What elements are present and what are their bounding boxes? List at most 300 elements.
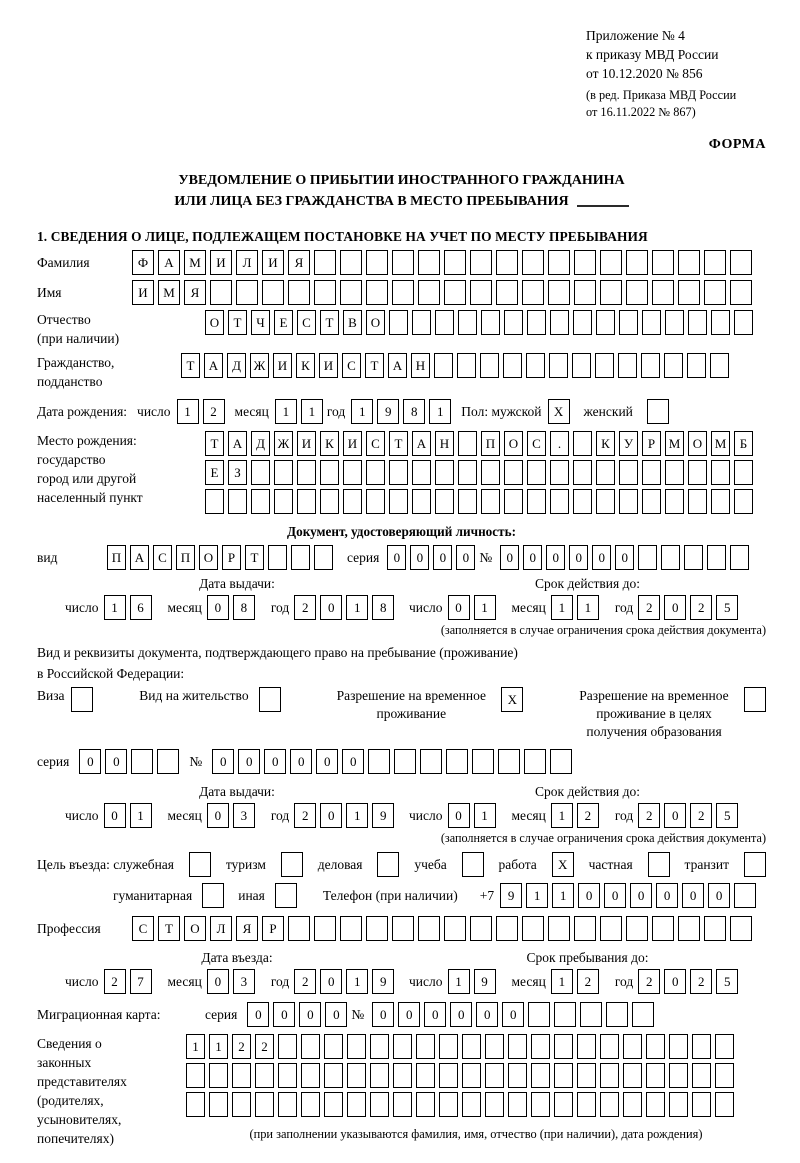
char-cell[interactable]: 0: [320, 969, 342, 994]
char-cell[interactable]: [347, 1092, 366, 1117]
char-cell[interactable]: [550, 749, 572, 774]
char-cell[interactable]: [393, 1034, 412, 1059]
doc-valid-month-cells[interactable]: [551, 595, 603, 620]
char-cell[interactable]: [550, 460, 569, 485]
char-cell[interactable]: .: [550, 431, 569, 456]
char-cell[interactable]: [554, 1002, 576, 1027]
char-cell[interactable]: [730, 280, 752, 305]
char-cell[interactable]: [370, 1034, 389, 1059]
char-cell[interactable]: [572, 353, 591, 378]
char-cell[interactable]: [418, 250, 440, 275]
doc-issue-year-cells[interactable]: [294, 595, 398, 620]
char-cell[interactable]: [652, 280, 674, 305]
char-cell[interactable]: [652, 916, 674, 941]
char-cell[interactable]: [646, 1092, 665, 1117]
char-cell[interactable]: [418, 280, 440, 305]
char-cell[interactable]: [366, 489, 385, 514]
char-cell[interactable]: 1: [351, 399, 373, 424]
char-cell[interactable]: [642, 310, 661, 335]
char-cell[interactable]: [618, 353, 637, 378]
checkbox-purpose-other[interactable]: [275, 883, 297, 908]
char-cell[interactable]: [314, 280, 336, 305]
char-cell[interactable]: М: [665, 431, 684, 456]
char-cell[interactable]: [366, 460, 385, 485]
char-cell[interactable]: 1: [577, 595, 599, 620]
char-cell[interactable]: [251, 460, 270, 485]
char-cell[interactable]: [508, 1092, 527, 1117]
char-cell[interactable]: [205, 489, 224, 514]
char-cell[interactable]: [626, 280, 648, 305]
char-cell[interactable]: [573, 310, 592, 335]
char-cell[interactable]: Л: [210, 916, 232, 941]
char-cell[interactable]: Ф: [132, 250, 154, 275]
char-cell[interactable]: Т: [365, 353, 384, 378]
char-cell[interactable]: [481, 460, 500, 485]
char-cell[interactable]: [412, 460, 431, 485]
char-cell[interactable]: О: [199, 545, 218, 570]
char-cell[interactable]: [366, 280, 388, 305]
char-cell[interactable]: [573, 431, 592, 456]
char-cell[interactable]: [324, 1034, 343, 1059]
char-cell[interactable]: [548, 916, 570, 941]
char-cell[interactable]: Р: [222, 545, 241, 570]
char-cell[interactable]: О: [205, 310, 224, 335]
char-cell[interactable]: [496, 280, 518, 305]
char-cell[interactable]: [236, 280, 258, 305]
char-cell[interactable]: Ж: [274, 431, 293, 456]
char-cell[interactable]: 1: [209, 1034, 228, 1059]
char-cell[interactable]: [186, 1063, 205, 1088]
checkbox-purpose-study[interactable]: [462, 852, 484, 877]
char-cell[interactable]: [301, 1063, 320, 1088]
char-cell[interactable]: [255, 1092, 274, 1117]
char-cell[interactable]: И: [343, 431, 362, 456]
char-cell[interactable]: 1: [346, 803, 368, 828]
char-cell[interactable]: [444, 250, 466, 275]
char-cell[interactable]: 0: [264, 749, 286, 774]
checkbox-purpose-private[interactable]: [648, 852, 670, 877]
char-cell[interactable]: 0: [578, 883, 600, 908]
char-cell[interactable]: [623, 1092, 642, 1117]
char-cell[interactable]: 0: [664, 969, 686, 994]
char-cell[interactable]: 0: [500, 545, 519, 570]
char-cell[interactable]: 1: [186, 1034, 205, 1059]
char-cell[interactable]: [595, 353, 614, 378]
migration-number-cells[interactable]: [372, 1002, 658, 1027]
checkbox-rvp-education[interactable]: [744, 687, 766, 712]
char-cell[interactable]: [444, 280, 466, 305]
profession-cells[interactable]: [132, 916, 756, 941]
char-cell[interactable]: [389, 460, 408, 485]
char-cell[interactable]: [340, 250, 362, 275]
char-cell[interactable]: [573, 489, 592, 514]
char-cell[interactable]: [435, 310, 454, 335]
doc-number-cells[interactable]: [500, 545, 753, 570]
char-cell[interactable]: [600, 1034, 619, 1059]
char-cell[interactable]: [527, 310, 546, 335]
char-cell[interactable]: И: [132, 280, 154, 305]
char-cell[interactable]: 1: [551, 595, 573, 620]
char-cell[interactable]: [692, 1034, 711, 1059]
entry-date-year-cells[interactable]: [294, 969, 398, 994]
char-cell[interactable]: [435, 460, 454, 485]
char-cell[interactable]: [550, 310, 569, 335]
phone-cells[interactable]: [500, 883, 760, 908]
char-cell[interactable]: [498, 749, 520, 774]
char-cell[interactable]: [642, 460, 661, 485]
char-cell[interactable]: [600, 916, 622, 941]
char-cell[interactable]: [707, 545, 726, 570]
char-cell[interactable]: [704, 280, 726, 305]
char-cell[interactable]: [446, 749, 468, 774]
char-cell[interactable]: Т: [245, 545, 264, 570]
char-cell[interactable]: [665, 460, 684, 485]
char-cell[interactable]: [458, 431, 477, 456]
char-cell[interactable]: [574, 280, 596, 305]
birthdate-month-cells[interactable]: [275, 399, 327, 424]
char-cell[interactable]: 3: [233, 803, 255, 828]
char-cell[interactable]: [496, 916, 518, 941]
char-cell[interactable]: 0: [656, 883, 678, 908]
char-cell[interactable]: М: [184, 250, 206, 275]
char-cell[interactable]: Т: [389, 431, 408, 456]
doc-issue-month-cells[interactable]: [207, 595, 259, 620]
char-cell[interactable]: 0: [325, 1002, 347, 1027]
char-cell[interactable]: [692, 1063, 711, 1088]
char-cell[interactable]: [368, 749, 390, 774]
char-cell[interactable]: 2: [690, 595, 712, 620]
char-cell[interactable]: [641, 353, 660, 378]
permit-valid-month-cells[interactable]: [551, 803, 603, 828]
char-cell[interactable]: [418, 916, 440, 941]
char-cell[interactable]: [711, 489, 730, 514]
char-cell[interactable]: 0: [630, 883, 652, 908]
char-cell[interactable]: 1: [177, 399, 199, 424]
char-cell[interactable]: 0: [450, 1002, 472, 1027]
char-cell[interactable]: 9: [500, 883, 522, 908]
char-cell[interactable]: [131, 749, 153, 774]
birthplace-row1-cells[interactable]: [205, 431, 766, 456]
char-cell[interactable]: [678, 280, 700, 305]
char-cell[interactable]: [524, 749, 546, 774]
char-cell[interactable]: 0: [104, 803, 126, 828]
char-cell[interactable]: 1: [448, 969, 470, 994]
char-cell[interactable]: 9: [372, 803, 394, 828]
char-cell[interactable]: 2: [203, 399, 225, 424]
char-cell[interactable]: 1: [526, 883, 548, 908]
permit-issue-day-cells[interactable]: [104, 803, 156, 828]
char-cell[interactable]: [458, 310, 477, 335]
char-cell[interactable]: 2: [255, 1034, 274, 1059]
char-cell[interactable]: [522, 916, 544, 941]
char-cell[interactable]: [472, 749, 494, 774]
char-cell[interactable]: [347, 1063, 366, 1088]
checkbox-purpose-business[interactable]: [377, 852, 399, 877]
char-cell[interactable]: [526, 353, 545, 378]
char-cell[interactable]: 0: [592, 545, 611, 570]
char-cell[interactable]: [528, 1002, 550, 1027]
checkbox-rvp[interactable]: X: [501, 687, 523, 712]
char-cell[interactable]: [577, 1034, 596, 1059]
char-cell[interactable]: [573, 460, 592, 485]
char-cell[interactable]: [626, 916, 648, 941]
char-cell[interactable]: [288, 916, 310, 941]
char-cell[interactable]: [580, 1002, 602, 1027]
char-cell[interactable]: 0: [105, 749, 127, 774]
char-cell[interactable]: 0: [320, 803, 342, 828]
char-cell[interactable]: [508, 1063, 527, 1088]
char-cell[interactable]: 0: [523, 545, 542, 570]
char-cell[interactable]: 0: [273, 1002, 295, 1027]
char-cell[interactable]: Д: [251, 431, 270, 456]
char-cell[interactable]: [462, 1063, 481, 1088]
char-cell[interactable]: [394, 749, 416, 774]
birthdate-day-cells[interactable]: [177, 399, 229, 424]
char-cell[interactable]: П: [176, 545, 195, 570]
char-cell[interactable]: [664, 353, 683, 378]
char-cell[interactable]: [684, 545, 703, 570]
char-cell[interactable]: 1: [301, 399, 323, 424]
char-cell[interactable]: [389, 489, 408, 514]
char-cell[interactable]: 2: [232, 1034, 251, 1059]
char-cell[interactable]: И: [262, 250, 284, 275]
char-cell[interactable]: [626, 250, 648, 275]
char-cell[interactable]: 0: [299, 1002, 321, 1027]
char-cell[interactable]: С: [297, 310, 316, 335]
char-cell[interactable]: [389, 310, 408, 335]
representatives-row3-cells[interactable]: [186, 1092, 766, 1117]
char-cell[interactable]: З: [228, 460, 247, 485]
char-cell[interactable]: [278, 1092, 297, 1117]
char-cell[interactable]: [481, 310, 500, 335]
char-cell[interactable]: [596, 460, 615, 485]
stay-until-month-cells[interactable]: [551, 969, 603, 994]
char-cell[interactable]: [619, 310, 638, 335]
char-cell[interactable]: С: [342, 353, 361, 378]
char-cell[interactable]: [669, 1092, 688, 1117]
birthdate-year-cells[interactable]: [351, 399, 455, 424]
char-cell[interactable]: 2: [577, 969, 599, 994]
char-cell[interactable]: 1: [552, 883, 574, 908]
char-cell[interactable]: [596, 489, 615, 514]
char-cell[interactable]: 0: [342, 749, 364, 774]
char-cell[interactable]: А: [228, 431, 247, 456]
char-cell[interactable]: Д: [227, 353, 246, 378]
char-cell[interactable]: 5: [716, 803, 738, 828]
char-cell[interactable]: [340, 280, 362, 305]
char-cell[interactable]: [366, 916, 388, 941]
char-cell[interactable]: [734, 310, 753, 335]
char-cell[interactable]: [343, 460, 362, 485]
char-cell[interactable]: [209, 1092, 228, 1117]
checkbox-vid-na-zhitelstvo[interactable]: [259, 687, 281, 712]
char-cell[interactable]: 9: [377, 399, 399, 424]
char-cell[interactable]: [392, 280, 414, 305]
char-cell[interactable]: [504, 489, 523, 514]
char-cell[interactable]: [347, 1034, 366, 1059]
char-cell[interactable]: 1: [104, 595, 126, 620]
char-cell[interactable]: [638, 545, 657, 570]
char-cell[interactable]: [710, 353, 729, 378]
representatives-row2-cells[interactable]: [186, 1063, 766, 1088]
char-cell[interactable]: [420, 749, 442, 774]
char-cell[interactable]: [228, 489, 247, 514]
char-cell[interactable]: 1: [551, 969, 573, 994]
char-cell[interactable]: [715, 1034, 734, 1059]
char-cell[interactable]: [665, 489, 684, 514]
char-cell[interactable]: [210, 280, 232, 305]
char-cell[interactable]: 2: [638, 803, 660, 828]
char-cell[interactable]: С: [366, 431, 385, 456]
char-cell[interactable]: [596, 310, 615, 335]
char-cell[interactable]: [416, 1092, 435, 1117]
char-cell[interactable]: 2: [638, 969, 660, 994]
char-cell[interactable]: Б: [734, 431, 753, 456]
char-cell[interactable]: 1: [474, 803, 496, 828]
char-cell[interactable]: 2: [577, 803, 599, 828]
char-cell[interactable]: А: [412, 431, 431, 456]
char-cell[interactable]: Я: [184, 280, 206, 305]
char-cell[interactable]: И: [319, 353, 338, 378]
char-cell[interactable]: [554, 1092, 573, 1117]
char-cell[interactable]: [370, 1063, 389, 1088]
char-cell[interactable]: С: [153, 545, 172, 570]
char-cell[interactable]: 0: [238, 749, 260, 774]
char-cell[interactable]: 0: [207, 595, 229, 620]
char-cell[interactable]: [734, 489, 753, 514]
patronymic-cells[interactable]: [205, 310, 757, 335]
char-cell[interactable]: 0: [433, 545, 452, 570]
doc-valid-day-cells[interactable]: [448, 595, 500, 620]
char-cell[interactable]: [730, 916, 752, 941]
char-cell[interactable]: Л: [236, 250, 258, 275]
char-cell[interactable]: [232, 1063, 251, 1088]
char-cell[interactable]: [715, 1063, 734, 1088]
char-cell[interactable]: [504, 310, 523, 335]
char-cell[interactable]: К: [596, 431, 615, 456]
doc-valid-year-cells[interactable]: [638, 595, 742, 620]
char-cell[interactable]: 1: [346, 595, 368, 620]
char-cell[interactable]: [704, 916, 726, 941]
char-cell[interactable]: [458, 460, 477, 485]
char-cell[interactable]: 0: [615, 545, 634, 570]
char-cell[interactable]: У: [619, 431, 638, 456]
char-cell[interactable]: 1: [474, 595, 496, 620]
char-cell[interactable]: [412, 310, 431, 335]
char-cell[interactable]: [623, 1063, 642, 1088]
char-cell[interactable]: [262, 280, 284, 305]
char-cell[interactable]: [577, 1092, 596, 1117]
char-cell[interactable]: 1: [551, 803, 573, 828]
char-cell[interactable]: [600, 1063, 619, 1088]
char-cell[interactable]: [574, 916, 596, 941]
char-cell[interactable]: 0: [456, 545, 475, 570]
char-cell[interactable]: 0: [207, 803, 229, 828]
char-cell[interactable]: 9: [474, 969, 496, 994]
char-cell[interactable]: 0: [320, 595, 342, 620]
doc-series-cells[interactable]: [387, 545, 479, 570]
char-cell[interactable]: [504, 460, 523, 485]
char-cell[interactable]: [508, 1034, 527, 1059]
char-cell[interactable]: О: [688, 431, 707, 456]
char-cell[interactable]: 0: [664, 803, 686, 828]
char-cell[interactable]: [314, 250, 336, 275]
char-cell[interactable]: [255, 1063, 274, 1088]
char-cell[interactable]: М: [711, 431, 730, 456]
permit-series-cells[interactable]: [79, 749, 183, 774]
char-cell[interactable]: 1: [275, 399, 297, 424]
char-cell[interactable]: 0: [247, 1002, 269, 1027]
char-cell[interactable]: 0: [502, 1002, 524, 1027]
char-cell[interactable]: С: [527, 431, 546, 456]
char-cell[interactable]: 0: [207, 969, 229, 994]
char-cell[interactable]: [291, 545, 310, 570]
char-cell[interactable]: Ж: [250, 353, 269, 378]
char-cell[interactable]: [392, 916, 414, 941]
char-cell[interactable]: [687, 353, 706, 378]
char-cell[interactable]: [485, 1034, 504, 1059]
citizenship-cells[interactable]: [181, 353, 733, 378]
permit-issue-month-cells[interactable]: [207, 803, 259, 828]
char-cell[interactable]: [314, 916, 336, 941]
stay-until-day-cells[interactable]: [448, 969, 500, 994]
char-cell[interactable]: [301, 1092, 320, 1117]
char-cell[interactable]: [661, 545, 680, 570]
char-cell[interactable]: И: [210, 250, 232, 275]
char-cell[interactable]: [314, 545, 333, 570]
char-cell[interactable]: [646, 1034, 665, 1059]
char-cell[interactable]: А: [158, 250, 180, 275]
checkbox-purpose-work[interactable]: X: [552, 852, 574, 877]
char-cell[interactable]: [496, 250, 518, 275]
char-cell[interactable]: 2: [638, 595, 660, 620]
char-cell[interactable]: [393, 1092, 412, 1117]
char-cell[interactable]: 2: [690, 969, 712, 994]
char-cell[interactable]: Т: [181, 353, 200, 378]
char-cell[interactable]: П: [481, 431, 500, 456]
char-cell[interactable]: [209, 1063, 228, 1088]
char-cell[interactable]: 0: [387, 545, 406, 570]
char-cell[interactable]: [730, 545, 749, 570]
char-cell[interactable]: 0: [424, 1002, 446, 1027]
char-cell[interactable]: [186, 1092, 205, 1117]
char-cell[interactable]: [623, 1034, 642, 1059]
char-cell[interactable]: [646, 1063, 665, 1088]
char-cell[interactable]: [343, 489, 362, 514]
migration-series-cells[interactable]: [247, 1002, 351, 1027]
char-cell[interactable]: [485, 1092, 504, 1117]
char-cell[interactable]: Р: [642, 431, 661, 456]
char-cell[interactable]: Е: [274, 310, 293, 335]
char-cell[interactable]: [462, 1034, 481, 1059]
char-cell[interactable]: [366, 250, 388, 275]
char-cell[interactable]: 0: [682, 883, 704, 908]
stay-until-year-cells[interactable]: [638, 969, 742, 994]
char-cell[interactable]: 2: [294, 595, 316, 620]
char-cell[interactable]: И: [273, 353, 292, 378]
char-cell[interactable]: С: [132, 916, 154, 941]
checkbox-visa[interactable]: [71, 687, 93, 712]
char-cell[interactable]: Н: [435, 431, 454, 456]
checkbox-purpose-transit[interactable]: [744, 852, 766, 877]
char-cell[interactable]: [470, 916, 492, 941]
char-cell[interactable]: [412, 489, 431, 514]
char-cell[interactable]: О: [184, 916, 206, 941]
char-cell[interactable]: [434, 353, 453, 378]
char-cell[interactable]: [278, 1063, 297, 1088]
char-cell[interactable]: О: [366, 310, 385, 335]
char-cell[interactable]: Т: [320, 310, 339, 335]
